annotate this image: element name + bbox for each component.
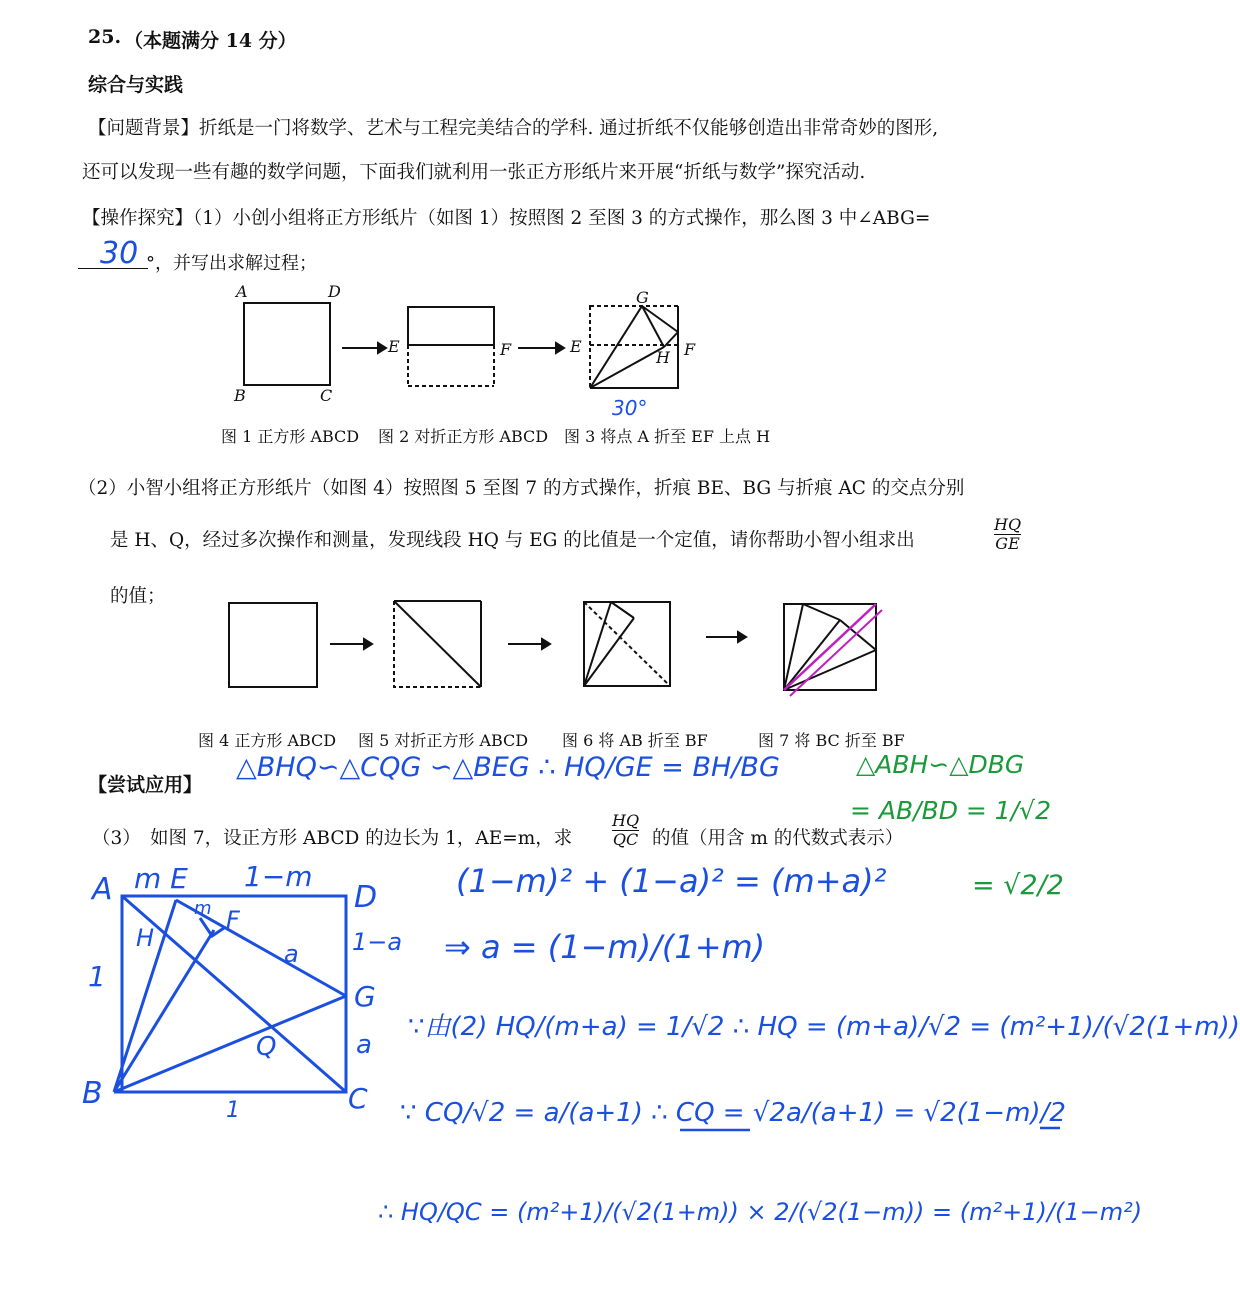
figure-4-caption: 图 4 正方形 ABCD — [198, 731, 337, 750]
handwritten-similarity: △BHQ∽△CQG ∽△BEG ∴ HQ/GE = BH/BG — [236, 752, 780, 783]
q3-text-1: （3） 如图 7，设正方形 ABCD 的边长为 1，AE=m，求 — [92, 828, 573, 849]
q1-line-2: °，并写出求解过程； — [146, 253, 317, 274]
fig-label: D — [328, 282, 341, 301]
fig1-square — [244, 303, 330, 385]
figure-5-caption: 图 5 对折正方形 ABCD — [358, 731, 529, 750]
hw-label-a: A — [92, 872, 113, 907]
hw-label-1-a: 1−a — [352, 928, 403, 956]
denominator: QC — [612, 830, 639, 849]
question-score: （本题满分 14 分） — [124, 30, 297, 52]
q3-fraction — [612, 812, 639, 849]
q1-line-1: 【操作探究】（1）小创小组将正方形纸片（如图 1）按照图 2 至图 3 的方式操作，那么图 3 中∠ABG= — [82, 208, 931, 229]
question-number: 25. — [88, 26, 122, 48]
fig-label: B — [234, 386, 246, 405]
denominator: GE — [995, 534, 1020, 553]
numerator: HQ — [612, 811, 640, 830]
hw-label-d: D — [354, 880, 378, 915]
handwritten-equation-2: ⇒ a = (1−m)/(1+m) — [444, 928, 766, 966]
numerator: HQ — [994, 515, 1022, 534]
fig-label: A — [236, 282, 248, 301]
fig-label: H — [656, 348, 670, 367]
q3-text-2: 的值（用含 m 的代数式表示） — [652, 828, 904, 849]
q3-label: 【尝试应用】 — [88, 774, 203, 796]
q2-line-1: （2）小智小组将正方形纸片（如图 4）按照图 5 至图 7 的方式操作，折痕 BE、BG 与折痕 AC 的交点分别 — [78, 478, 965, 499]
fig-label: F — [500, 340, 512, 359]
hw-label-m: m — [194, 898, 212, 919]
q2-line-2: 是 H、Q，经过多次操作和测量，发现线段 HQ 与 EG 的比值是一个定值，请你帮助小智小组求出 — [110, 530, 915, 551]
hw-label-1-m: 1−m — [244, 860, 313, 893]
hw-label-b: B — [82, 1076, 103, 1111]
hw-label-q: Q — [256, 1032, 277, 1062]
handwritten-equation-5: ∴ HQ/QC = (m²+1)/(√2(1+m)) × 2/(√2(1−m)) = (m²+1)/(1−m²) — [378, 1198, 1143, 1226]
handwritten-green-1: △ABH∽△DBG — [856, 750, 1025, 779]
hw-label-me: m E — [134, 862, 188, 895]
handwritten-equation-3: ∵由(2) HQ/(m+a) = 1/√2 ∴ HQ = (m+a)/√2 = (m²+1)/(√2(1+m)) — [408, 1012, 1240, 1042]
background-line-1: 【问题背景】折纸是一门将数学、艺术与工程完美结合的学科. 通过折纸不仅能够创造出非常奇妙的图形, — [88, 118, 939, 139]
handwritten-equation-4: ∵ CQ/√2 = a/(a+1) ∴ CQ = √2a/(a+1) = √2(1−m)/2 — [400, 1098, 1066, 1128]
q1-handwritten-answer: 30 — [100, 236, 139, 271]
handwritten-equation-1: (1−m)² + (1−a)² = (m+a)² — [456, 862, 887, 900]
fig-label: E — [388, 337, 400, 356]
q2-fraction — [994, 516, 1021, 553]
fig-label: G — [636, 288, 649, 307]
hw-label-f: F — [226, 906, 240, 934]
handwritten-green-2: = AB/BD = 1/√2 — [850, 796, 1051, 825]
handwritten-30-degree: 30° — [612, 396, 648, 420]
figure-1-caption: 图 1 正方形 ABCD — [221, 427, 360, 446]
handwritten-green-3: = √2/2 — [972, 870, 1064, 901]
hw-label-g: G — [354, 980, 376, 1013]
figure-6-caption: 图 6 将 AB 折至 BF — [562, 731, 708, 750]
fig-label: E — [570, 337, 582, 356]
hw-label-h: H — [136, 924, 155, 952]
figure-7-caption: 图 7 将 BC 折至 BF — [758, 731, 905, 750]
hw-label-a-side: a — [356, 1030, 372, 1060]
section-title: 综合与实践 — [88, 74, 184, 96]
fig-label: C — [320, 386, 333, 405]
q2-line-3: 的值； — [110, 586, 166, 607]
hw-label-a-fold: a — [284, 940, 299, 968]
fig-label: F — [684, 340, 696, 359]
hw-label-c: C — [348, 1082, 368, 1115]
hw-label-1-left: 1 — [88, 960, 106, 993]
figure-3-caption: 图 3 将点 A 折至 EF 上点 H — [564, 427, 771, 446]
fig2-rect — [408, 307, 494, 345]
hw-label-1-bottom: 1 — [226, 1098, 240, 1123]
figure-2-caption: 图 2 对折正方形 ABCD — [378, 427, 549, 446]
background-line-2: 还可以发现一些有趣的数学问题，下面我们就利用一张正方形纸片来开展“折纸与数学”探究活动. — [82, 162, 866, 183]
